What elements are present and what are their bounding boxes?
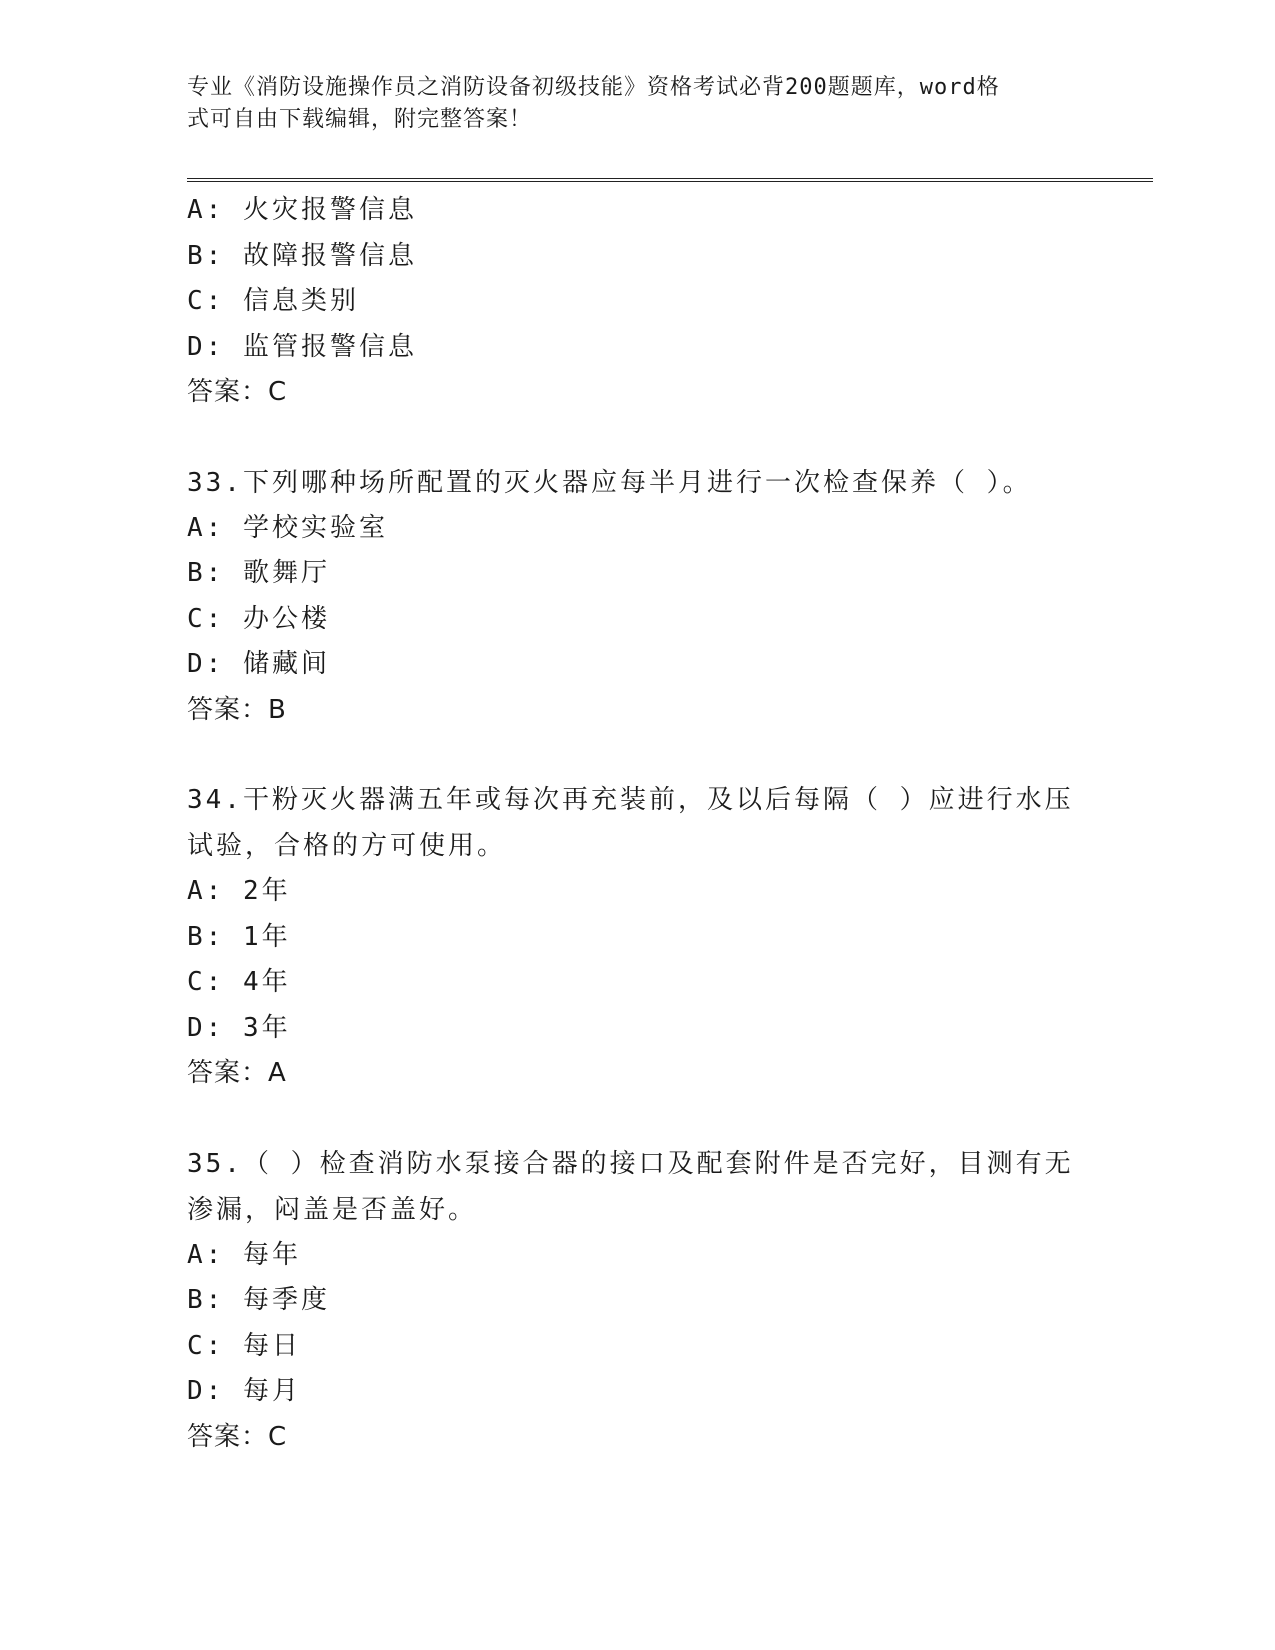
option-a: A: 2年 [187,876,291,906]
option-b: B: 每季度 [187,1285,330,1315]
question-text: 33.下列哪种场所配置的灭火器应每半月进行一次检查保养（ ）。 [187,467,1032,498]
question-34 [187,777,1087,1097]
answer-line: 答案：C [187,1421,288,1452]
question-33 [187,460,1087,734]
option-c: C: 4年 [187,967,291,997]
option-d: D: 监管报警信息 [187,331,417,362]
answer-line: 答案：A [187,1058,287,1088]
question-35 [187,1141,1087,1461]
option-a: A: 火灾报警信息 [187,195,417,225]
header-line-2: 式可自由下载编辑，附完整答案！ [187,107,533,132]
option-c: C: 办公楼 [187,603,330,634]
question-text: 35.（ ）检查消防水泵接合器的接口及配套附件是否完好，目测有无 [187,1148,1074,1179]
option-b: B: 1年 [187,921,291,952]
header-line-1: 专业《消防设施操作员之消防设备初级技能》资格考试必背200题题库，word格 [187,75,1000,100]
answer-line: 答案：B [187,694,287,725]
header-divider [187,178,1153,182]
option-c: C: 信息类别 [187,286,359,316]
option-c: C: 每日 [187,1330,301,1361]
question-text-continued: 试验，合格的方可使用。 [187,831,507,861]
option-a: A: 学校实验室 [187,512,388,543]
document-header [187,72,1067,136]
answer-line: 答案：C [187,377,288,407]
question-continued [187,188,1087,416]
question-list [187,188,1087,1460]
option-b: B: 故障报警信息 [187,240,417,271]
option-b: B: 歌舞厅 [187,558,330,588]
option-a: A: 每年 [187,1239,301,1270]
question-text: 34.干粉灭火器满五年或每次再充装前，及以后每隔（ ）应进行水压 [187,785,1074,815]
option-d: D: 3年 [187,1012,291,1043]
question-text-continued: 渗漏，闷盖是否盖好。 [187,1194,478,1225]
option-d: D: 每月 [187,1376,301,1406]
option-d: D: 储藏间 [187,649,330,679]
